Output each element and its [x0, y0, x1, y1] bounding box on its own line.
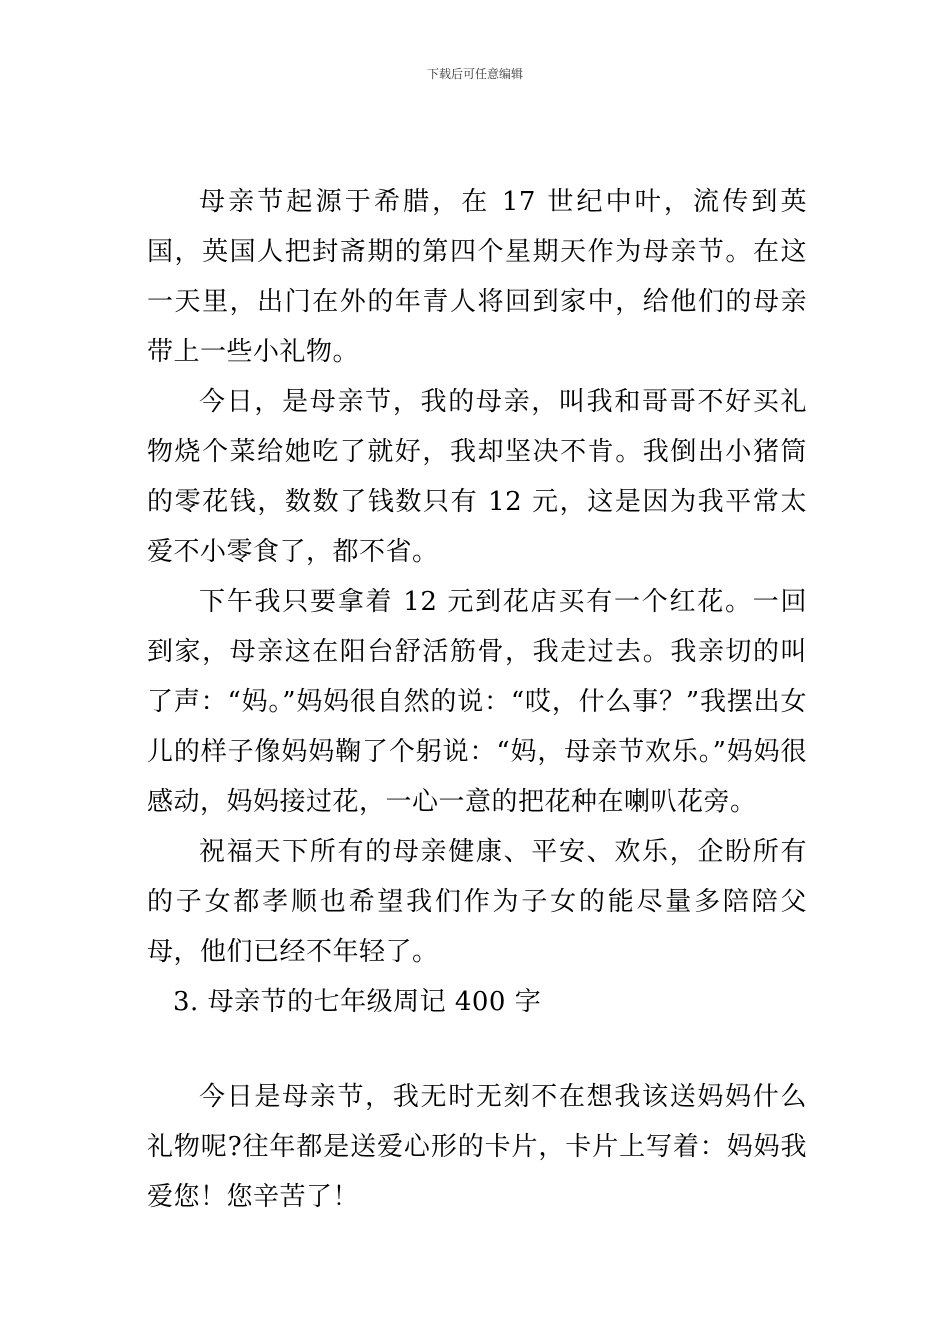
paragraph-afternoon: 下午我只要拿着 12 元到花店买有一个红花。一回到家，母亲这在阳台舒活筋骨，我走过去。我亲切的叫了声：“妈。”妈妈很自然的说：“哎，什么事？”我摆出女儿的样子像妈妈鞠了个躬说：“妈，母亲节欢乐。”妈妈很感动，妈妈接过花，一心一意的把花种在喇叭花旁。: [147, 587, 807, 817]
paragraph-today: 今日，是母亲节，我的母亲，叫我和哥哥不好买礼物烧个菜给她吃了就好，我却坚决不肯。我倒出小猪筒的零花钱，数数了钱数只有 12 元，这是因为我平常太爱不小零食了，都不省。: [147, 387, 807, 567]
paragraph-blessing: 祝福天下所有的母亲健康、平安、欢乐，企盼所有的子女都孝顺也希望我们作为子女的能尽量多陪陪父母，他们已经不年轻了。: [147, 837, 807, 967]
document-body: [147, 177, 807, 1027]
header-note: 下载后可任意编辑: [426, 67, 523, 81]
paragraph-origin: 母亲节起源于希腊，在 17 世纪中叶，流传到英国，英国人把封斋期的第四个星期天作为母亲节。在这一天里，出门在外的年青人将回到家中，给他们的母亲带上一些小礼物。: [147, 187, 807, 367]
section-heading: 3. 母亲节的七年级周记 400 字: [173, 987, 542, 1017]
paragraph-section-intro: 今日是母亲节，我无时无刻不在想我该送妈妈什么礼物呢?往年都是送爱心形的卡片，卡片上写着：妈妈我爱您！您辛苦了！: [147, 1082, 807, 1212]
section-body: [147, 1072, 807, 1222]
